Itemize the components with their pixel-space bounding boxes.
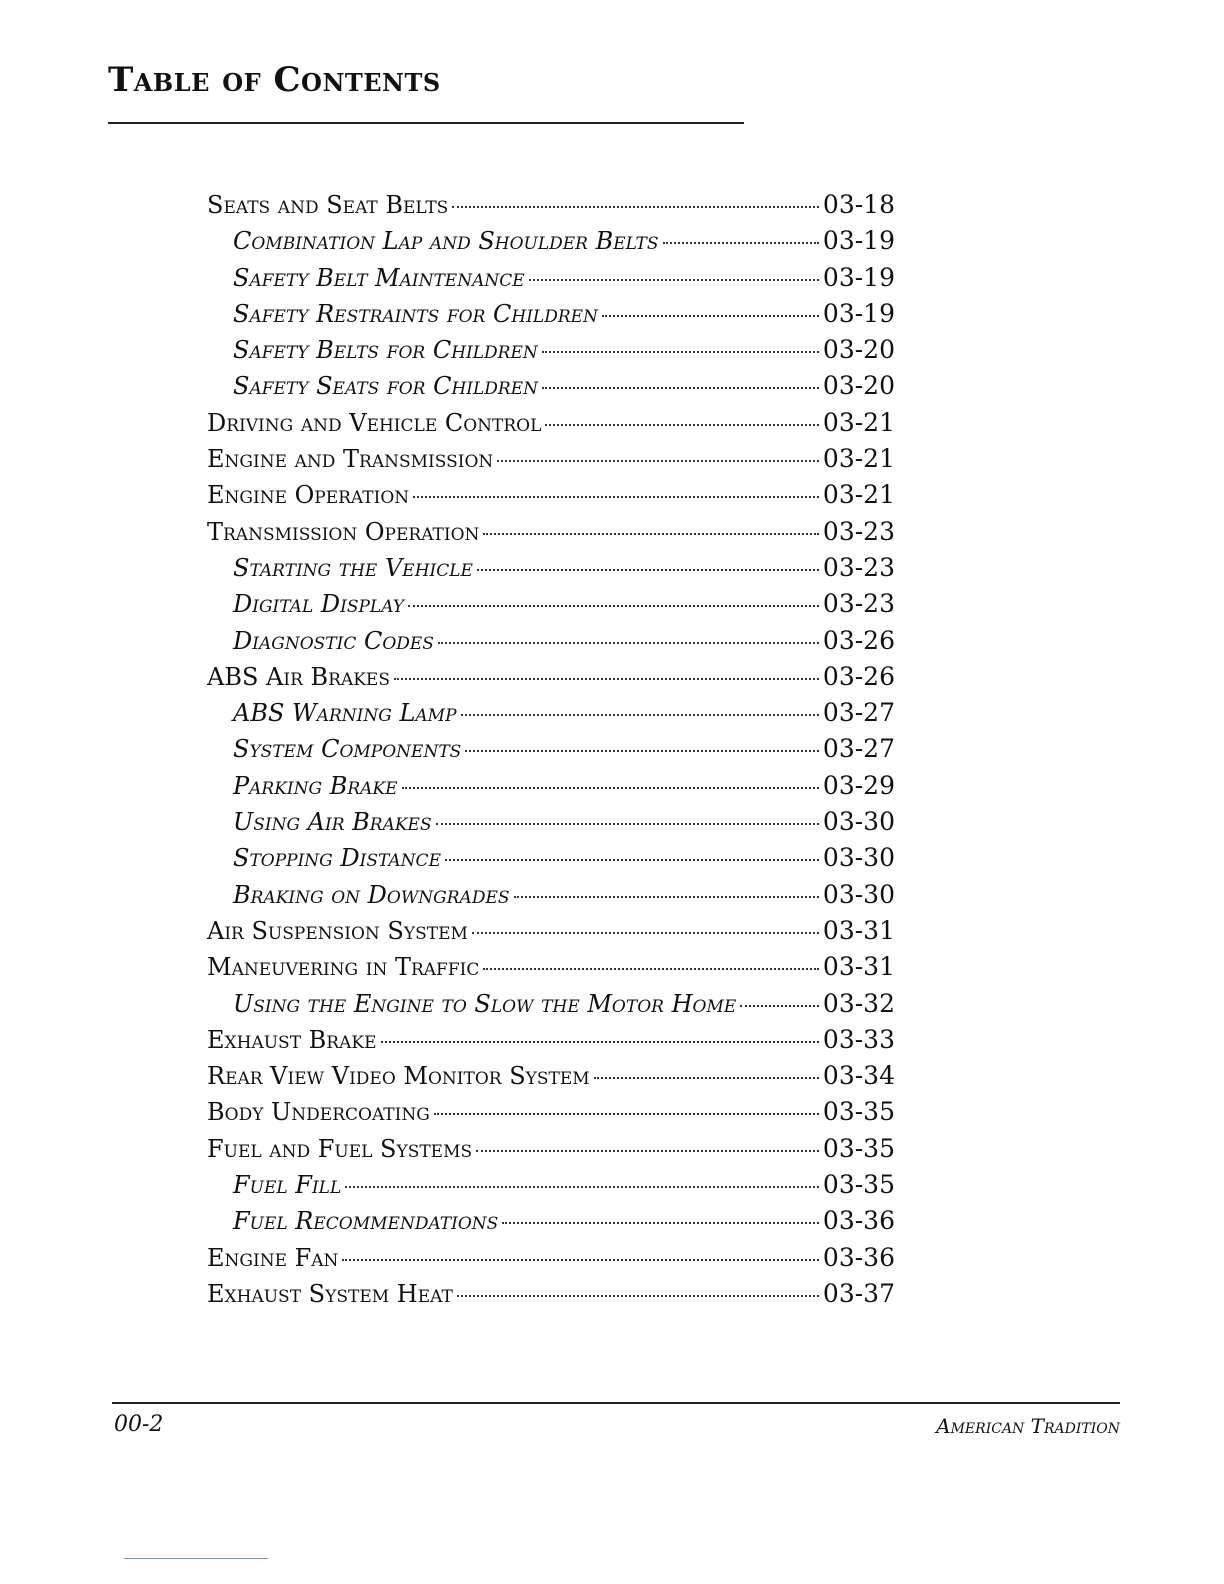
toc-entry[interactable] <box>207 1025 895 1061</box>
toc-entry[interactable] <box>207 1134 895 1170</box>
toc-dot-leader <box>436 823 819 825</box>
toc-entry-label: Air Suspension System <box>207 916 468 945</box>
toc-entry-page: 03-36 <box>822 1242 895 1272</box>
toc-entry-page: 03-35 <box>822 1133 895 1163</box>
toc-entry-page: 03-18 <box>822 190 895 219</box>
toc-dot-leader <box>502 1222 819 1224</box>
toc-entry-label: Fuel Recommendations <box>233 1207 499 1236</box>
toc-entry-page: 03-19 <box>822 262 895 292</box>
toc-entry-label: Fuel and Fuel Systems <box>207 1134 473 1163</box>
toc-entry-page: 03-27 <box>822 734 895 764</box>
toc-entry-label: Braking on Downgrades <box>233 880 510 909</box>
toc-entry[interactable] <box>207 517 895 553</box>
toc-dot-leader <box>545 424 819 426</box>
toc-dot-leader <box>413 496 819 498</box>
toc-dot-leader <box>452 206 819 208</box>
toc-dot-leader <box>345 1186 819 1188</box>
toc-entry-page: 03-19 <box>822 226 895 256</box>
toc-dot-leader <box>529 279 819 281</box>
toc-dot-leader <box>434 1113 819 1115</box>
toc-entry[interactable] <box>207 662 895 698</box>
toc-dot-leader <box>461 714 819 716</box>
toc-entry-page: 03-27 <box>822 698 895 728</box>
toc-dot-leader <box>408 605 819 607</box>
toc-entry-page: 03-26 <box>822 625 895 655</box>
toc-entry[interactable] <box>207 916 895 952</box>
toc-subentry[interactable] <box>207 263 895 299</box>
table-of-contents <box>207 190 895 1315</box>
toc-dot-leader <box>594 1077 819 1079</box>
toc-subentry[interactable] <box>207 771 895 807</box>
toc-entry[interactable] <box>207 1243 895 1279</box>
page-title: Table of Contents <box>108 60 441 100</box>
toc-entry-label: Fuel Fill <box>233 1171 342 1200</box>
toc-subentry[interactable] <box>207 226 895 262</box>
toc-entry-label: Using the Engine to Slow the Motor Home <box>233 989 737 1018</box>
toc-entry-page: 03-30 <box>822 879 895 909</box>
toc-entry-page: 03-29 <box>822 770 895 800</box>
toc-entry-label: Maneuvering in Traffic <box>207 953 480 982</box>
toc-entry-page: 03-32 <box>822 988 895 1018</box>
toc-entry-page: 03-19 <box>822 298 895 328</box>
toc-entry-label: Engine Fan <box>207 1243 339 1272</box>
toc-subentry[interactable] <box>207 807 895 843</box>
toc-dot-leader <box>483 533 819 535</box>
toc-dot-leader <box>602 315 819 317</box>
toc-entry-page: 03-35 <box>822 1170 895 1200</box>
toc-entry-label: Using Air Brakes <box>233 808 432 837</box>
toc-entry-label: Exhaust System Heat <box>207 1279 453 1308</box>
toc-dot-leader <box>457 1295 819 1297</box>
toc-entry-page: 03-20 <box>822 371 895 401</box>
toc-subentry[interactable] <box>207 626 895 662</box>
toc-entry-label: Safety Seats for Children <box>233 372 538 401</box>
toc-entry-label: Safety Belt Maintenance <box>233 263 525 292</box>
toc-dot-leader <box>402 787 819 789</box>
toc-entry-page: 03-30 <box>822 807 895 837</box>
toc-dot-leader <box>472 932 819 934</box>
footer-divider <box>112 1402 1120 1404</box>
toc-entry[interactable] <box>207 952 895 988</box>
toc-entry-label: Rear View Video Monitor System <box>207 1062 590 1091</box>
footer-page-number: 00-2 <box>114 1412 164 1437</box>
toc-dot-leader <box>438 642 819 644</box>
toc-dot-leader <box>342 1259 819 1261</box>
toc-entry-page: 03-31 <box>822 952 895 982</box>
toc-entry-page: 03-35 <box>822 1097 895 1127</box>
toc-subentry[interactable] <box>207 1170 895 1206</box>
toc-subentry[interactable] <box>207 843 895 879</box>
toc-dot-leader <box>497 460 819 462</box>
toc-dot-leader <box>477 569 819 571</box>
toc-subentry[interactable] <box>207 1206 895 1242</box>
toc-dot-leader <box>445 859 819 861</box>
toc-entry-page: 03-37 <box>822 1278 895 1308</box>
toc-subentry[interactable] <box>207 989 895 1025</box>
toc-entry-label: Engine and Transmission <box>207 445 494 474</box>
toc-entry-page: 03-21 <box>822 444 895 474</box>
toc-entry-label: System Components <box>233 735 462 764</box>
toc-dot-leader <box>483 968 819 970</box>
toc-dot-leader <box>476 1150 819 1152</box>
toc-dot-leader <box>465 750 819 752</box>
toc-dot-leader <box>514 896 819 898</box>
toc-entry-label: Transmission Operation <box>207 517 480 546</box>
toc-entry-label: Digital Display <box>233 590 404 619</box>
toc-subentry[interactable] <box>207 880 895 916</box>
toc-entry-label: Engine Operation <box>207 481 410 510</box>
toc-entry-page: 03-33 <box>822 1024 895 1054</box>
toc-entry-label: Combination Lap and Shoulder Belts <box>233 227 659 256</box>
toc-entry-page: 03-23 <box>822 552 895 582</box>
toc-entry-page: 03-36 <box>822 1206 895 1236</box>
toc-entry-label: Safety Restraints for Children <box>233 299 598 328</box>
toc-entry-label: ABS Warning Lamp <box>233 699 457 728</box>
toc-entry-page: 03-31 <box>822 915 895 945</box>
toc-entry-page: 03-26 <box>822 661 895 691</box>
toc-entry[interactable] <box>207 1279 895 1315</box>
toc-entry[interactable] <box>207 190 895 226</box>
toc-subentry[interactable] <box>207 371 895 407</box>
toc-entry-label: Diagnostic Codes <box>233 626 434 655</box>
toc-entry-label: Starting the Vehicle <box>233 553 473 582</box>
toc-entry-label: Stopping Distance <box>233 844 441 873</box>
toc-entry[interactable] <box>207 480 895 516</box>
toc-entry[interactable] <box>207 408 895 444</box>
toc-entry[interactable] <box>207 1061 895 1097</box>
toc-entry-label: Body Undercoating <box>207 1098 430 1127</box>
toc-dot-leader <box>663 242 819 244</box>
toc-entry-page: 03-23 <box>822 516 895 546</box>
toc-entry-label: Parking Brake <box>233 771 398 800</box>
toc-dot-leader <box>381 1041 819 1043</box>
toc-entry-page: 03-23 <box>822 589 895 619</box>
toc-subentry[interactable] <box>207 553 895 589</box>
toc-entry-page: 03-30 <box>822 843 895 873</box>
toc-entry-page: 03-34 <box>822 1061 895 1091</box>
toc-dot-leader <box>542 351 819 353</box>
toc-dot-leader <box>542 387 819 389</box>
toc-entry-label: Driving and Vehicle Control <box>207 408 542 437</box>
toc-entry-page: 03-21 <box>822 407 895 437</box>
scan-edge-mark <box>124 1558 268 1559</box>
toc-subentry[interactable] <box>207 734 895 770</box>
toc-entry-label: ABS Air Brakes <box>207 662 390 691</box>
toc-entry[interactable] <box>207 444 895 480</box>
toc-subentry[interactable] <box>207 589 895 625</box>
title-divider <box>108 122 744 124</box>
footer-book-title: American Tradition <box>936 1414 1120 1438</box>
toc-entry-label: Exhaust Brake <box>207 1025 377 1054</box>
toc-dot-leader <box>394 678 819 680</box>
toc-entry-page: 03-20 <box>822 335 895 365</box>
toc-subentry[interactable] <box>207 335 895 371</box>
toc-entry[interactable] <box>207 1097 895 1133</box>
toc-entry-label: Seats and Seat Belts <box>207 191 449 219</box>
toc-dot-leader <box>740 1005 819 1007</box>
toc-subentry[interactable] <box>207 299 895 335</box>
toc-entry-label: Safety Belts for Children <box>233 336 538 365</box>
toc-entry-page: 03-21 <box>822 480 895 510</box>
toc-subentry[interactable] <box>207 698 895 734</box>
